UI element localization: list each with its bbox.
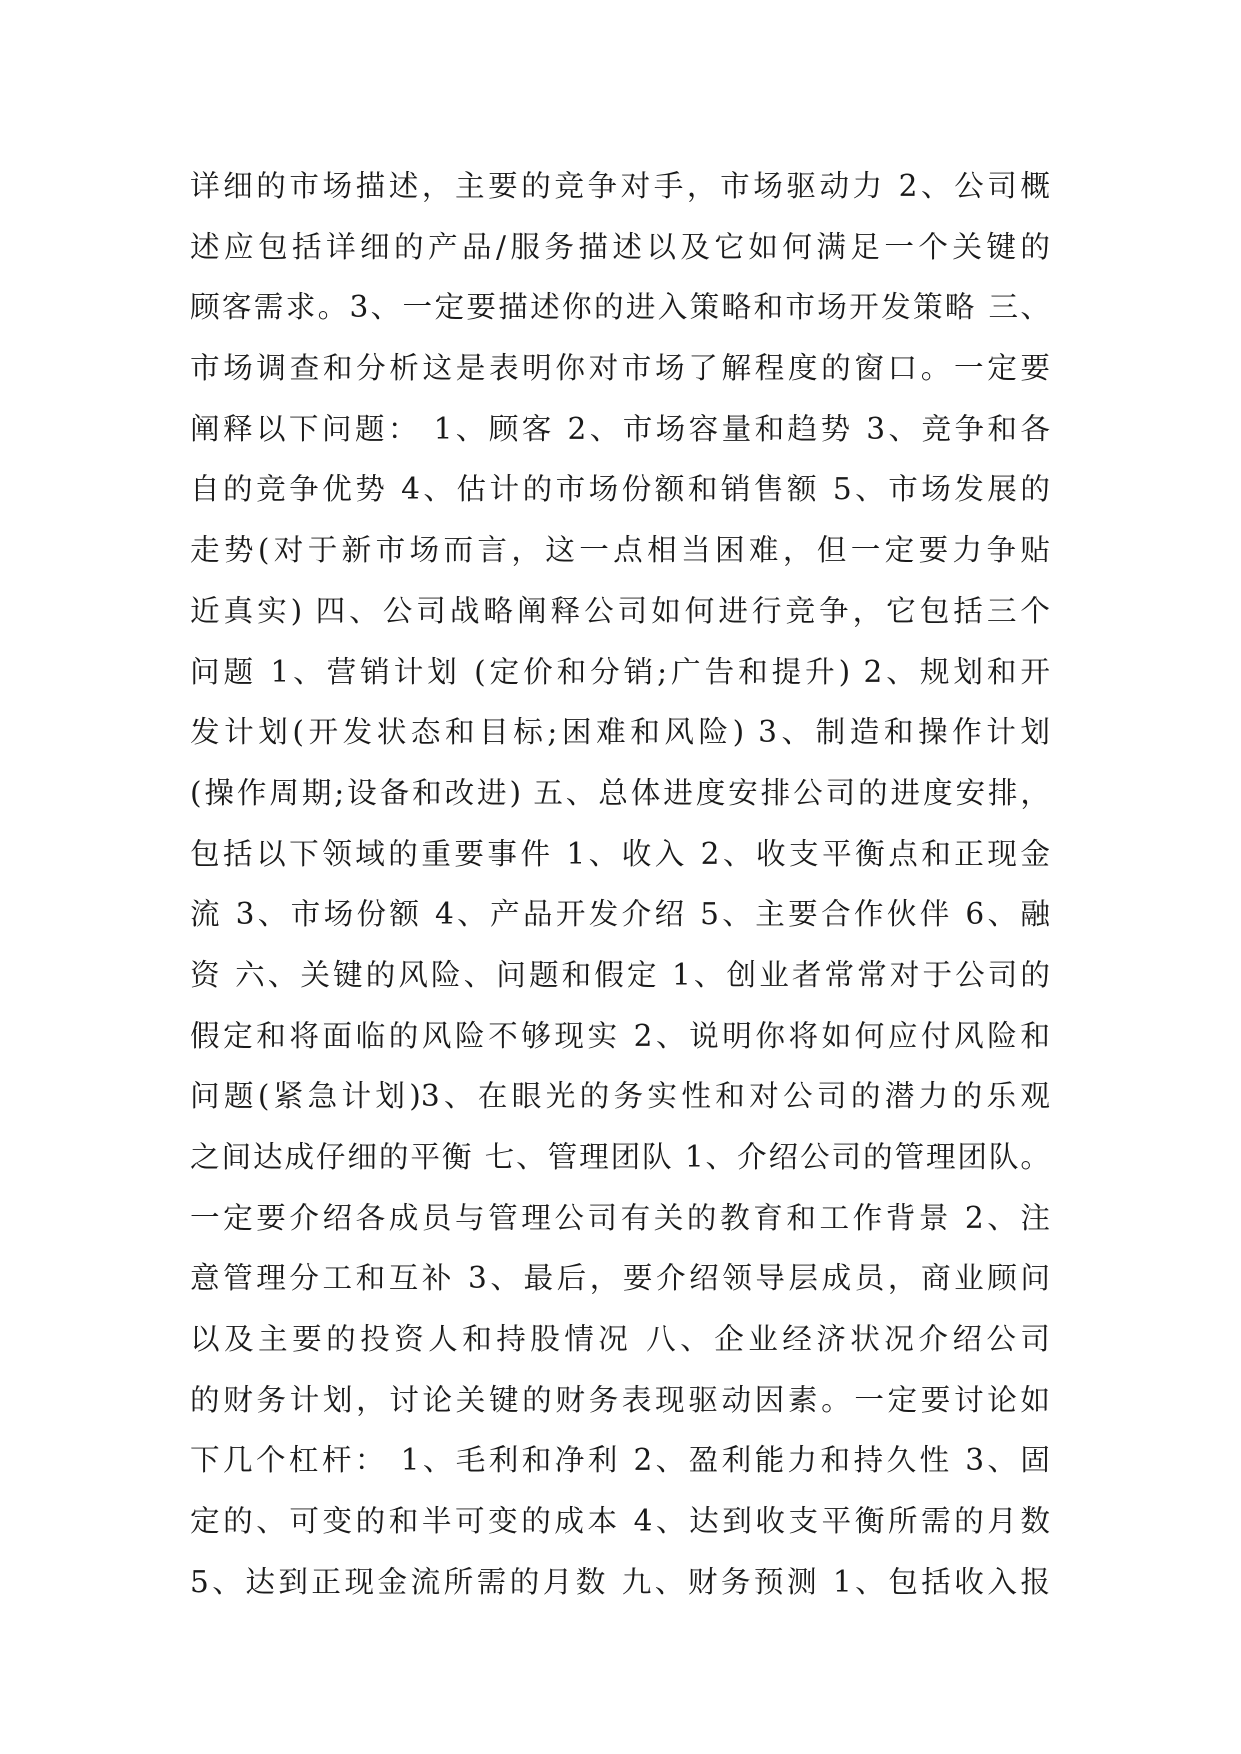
text-line: 阐释以下问题： 1、顾客 2、市场容量和趋势 3、竞争和各 <box>190 411 1050 446</box>
text-line: 定的、可变的和半可变的成本 4、达到收支平衡所需的月数 <box>190 1504 1050 1539</box>
text-line: 之间达成仔细的平衡 七、管理团队 1、介绍公司的管理团队。 <box>190 1140 1050 1174</box>
text-line: 资 六、关键的风险、问题和假定 1、创业者常常对于公司的 <box>190 957 1050 992</box>
text-line: 包括以下领域的重要事件 1、收入 2、收支平衡点和正现金 <box>190 836 1050 871</box>
text-line: 近真实) 四、公司战略阐释公司如何进行竞争，它包括三个 <box>190 593 1050 628</box>
text-line: 意管理分工和互补 3、最后，要介绍领导层成员，商业顾问 <box>190 1261 1050 1296</box>
text-line: 5、达到正现金流所需的月数 九、财务预测 1、包括收入报 <box>190 1564 1050 1599</box>
text-line: 自的竞争优势 4、估计的市场份额和销售额 5、市场发展的 <box>190 472 1050 507</box>
body-text <box>190 156 1050 1613</box>
text-line: 下几个杠杆： 1、毛利和净利 2、盈利能力和持久性 3、固 <box>190 1443 1050 1478</box>
text-line: 市场调查和分析这是表明你对市场了解程度的窗口。一定要 <box>190 351 1050 386</box>
text-line: (操作周期;设备和改进) 五、总体进度安排公司的进度安排， <box>190 775 1050 810</box>
text-line: 以及主要的投资人和持股情况 八、企业经济状况介绍公司 <box>190 1322 1050 1357</box>
text-line: 发计划(开发状态和目标;困难和风险) 3、制造和操作计划 <box>190 715 1050 750</box>
text-line: 详细的市场描述，主要的竞争对手，市场驱动力 2、公司概 <box>190 169 1050 203</box>
text-line: 问题(紧急计划)3、在眼光的务实性和对公司的潜力的乐观 <box>190 1079 1050 1114</box>
text-line: 假定和将面临的风险不够现实 2、说明你将如何应付风险和 <box>190 1018 1050 1053</box>
text-line: 流 3、市场份额 4、产品开发介绍 5、主要合作伙伴 6、融 <box>190 897 1050 932</box>
text-line: 一定要介绍各成员与管理公司有关的教育和工作背景 2、注 <box>190 1200 1050 1235</box>
text-line: 问题 1、营销计划 (定价和分销;广告和提升) 2、规划和开 <box>190 654 1050 689</box>
text-line: 走势(对于新市场而言，这一点相当困难，但一定要力争贴 <box>190 533 1050 568</box>
text-line: 的财务计划，讨论关键的财务表现驱动因素。一定要讨论如 <box>190 1382 1050 1417</box>
text-line: 述应包括详细的产品/服务描述以及它如何满足一个关键的 <box>190 229 1050 264</box>
text-line: 顾客需求。3、一定要描述你的进入策略和市场开发策略 三、 <box>190 290 1050 325</box>
